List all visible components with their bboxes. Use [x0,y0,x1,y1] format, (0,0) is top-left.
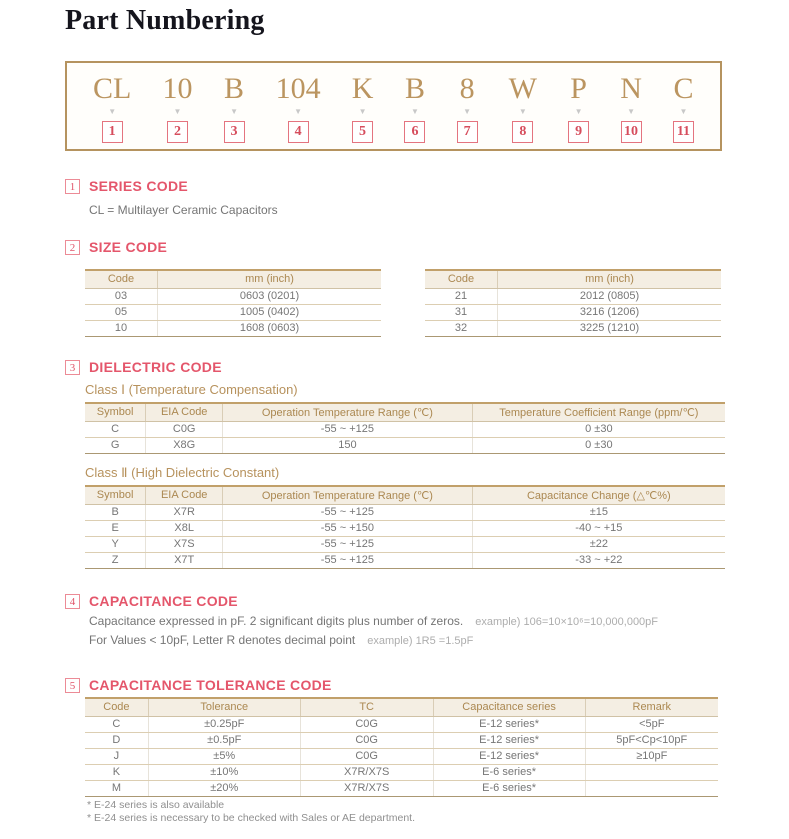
table-cell: X7R/X7S [300,764,433,780]
part-segment [352,73,374,149]
table-cell: X8L [146,520,223,536]
arrow-down-icon: ▼ [230,107,238,116]
table-cell: 03 [85,288,158,304]
section-number-badge: 1 [65,179,80,194]
table-cell [585,780,718,796]
table-cell: 3216 (1206) [498,304,721,320]
table-cell: J [85,748,148,764]
table-row [85,552,725,568]
part-segment-code: B [224,72,245,105]
table-cell: ±10% [148,764,300,780]
size-code-table-right [425,269,721,337]
part-segment [276,73,321,149]
table-cell: ≥10pF [585,748,718,764]
table-cell: X8G [146,437,223,453]
column-header: Temperature Coefficient Range (ppm/℃) [472,403,725,421]
part-segment-code: 8 [459,72,475,105]
section-title: SIZE CODE [89,239,168,255]
table-cell: -33 ~ +22 [472,552,725,568]
column-header: Code [425,270,498,288]
column-header: Capacitance series [433,698,585,716]
table-row [85,716,718,732]
dielectric-class1-table [85,402,725,454]
arrow-down-icon: ▼ [679,107,688,116]
arrow-down-icon: ▼ [173,107,182,116]
table-cell: ±0.25pF [148,716,300,732]
table-cell: 21 [425,288,498,304]
section-number-badge: 5 [65,678,80,693]
table-cell: <5pF [585,716,718,732]
arrow-down-icon: ▼ [294,107,303,116]
section-title: CAPACITANCE CODE [89,593,238,609]
part-segment-number: 9 [568,121,589,143]
table-cell: -55 ~ +125 [223,504,473,520]
table-cell: 1005 (0402) [158,304,381,320]
part-segment-number: 11 [673,121,694,143]
footnote: * E-24 series is also available [87,799,225,811]
class1-label: Class Ⅰ (Temperature Compensation) [85,382,298,397]
part-segment-number: 8 [512,121,533,143]
table-cell: ±15 [472,504,725,520]
column-header: Operation Temperature Range (℃) [223,486,473,504]
arrow-down-icon: ▼ [627,107,635,116]
class2-label: Class Ⅱ (High Dielectric Constant) [85,465,280,480]
capacitance-line2-text: For Values < 10pF, Letter R denotes decimal point [89,633,356,647]
size-code-table-left [85,269,381,337]
table-row [85,780,718,796]
part-segment [404,73,425,149]
arrow-down-icon: ▼ [574,107,583,116]
table-cell: -55 ~ +125 [223,421,473,437]
table-cell: ±22 [472,536,725,552]
table-cell: X7R/X7S [300,780,433,796]
table-cell: -55 ~ +150 [223,520,473,536]
capacitance-line2-example: example) 1R5 =1.5pF [367,635,474,647]
column-header: Symbol [85,486,146,504]
table-cell: X7R [146,504,223,520]
table-cell: 32 [425,320,498,336]
column-header: Symbol [85,403,146,421]
series-description: CL = Multilayer Ceramic Capacitors [89,203,278,217]
part-segment-code: W [508,72,537,105]
table-cell: X7T [146,552,223,568]
table-cell: C [85,421,146,437]
table-cell: Y [85,536,146,552]
table-row [85,536,725,552]
table-cell: 0603 (0201) [158,288,381,304]
part-segment [673,73,694,149]
column-header: EIA Code [146,486,223,504]
part-segment-number: 1 [102,121,123,143]
table-cell: 05 [85,304,158,320]
part-segment-number: 4 [288,121,309,143]
table-cell: ±0.5pF [148,732,300,748]
table-cell: C0G [300,716,433,732]
part-segment-number: 2 [167,121,188,143]
table-row [85,421,725,437]
section-header-series [65,178,188,194]
part-segment-code: 104 [275,72,321,105]
section-header-size [65,239,167,255]
dielectric-class2-table [85,485,725,569]
part-segment [620,73,642,149]
section-title: DIELECTRIC CODE [89,359,222,375]
column-header: Code [85,698,148,716]
part-segment-number: 6 [404,121,425,143]
table-cell: E-12 series* [433,748,585,764]
table-cell: ±20% [148,780,300,796]
table-cell: 0 ±30 [472,421,725,437]
table-row [425,320,721,336]
column-header: Operation Temperature Range (℃) [223,403,473,421]
table-row [85,748,718,764]
column-header: Tolerance [148,698,300,716]
table-cell: Z [85,552,146,568]
table-cell: K [85,764,148,780]
table-cell: 0 ±30 [472,437,725,453]
table-cell: ±5% [148,748,300,764]
arrow-down-icon: ▼ [518,107,527,116]
table-cell [585,764,718,780]
part-segment-code: P [570,72,587,105]
capacitance-line1 [89,614,658,628]
section-number-badge: 4 [65,594,80,609]
part-segment [162,73,192,149]
table-row [85,520,725,536]
part-segment-code: CL [93,72,132,105]
table-cell: 2012 (0805) [498,288,721,304]
table-cell: X7S [146,536,223,552]
section-header-dielectric [65,359,222,375]
table-cell: -55 ~ +125 [223,536,473,552]
table-row [85,304,381,320]
capacitance-line1-example: example) 106=10×10⁶=10,000,000pF [475,616,659,628]
table-row [85,732,718,748]
table-row [85,320,381,336]
column-header: mm (inch) [158,270,381,288]
part-segment-code: K [351,72,374,105]
part-segment [509,73,537,149]
table-cell: C [85,716,148,732]
table-cell: 1608 (0603) [158,320,381,336]
section-title: CAPACITANCE TOLERANCE CODE [89,677,332,693]
table-row [85,437,725,453]
table-cell: 10 [85,320,158,336]
capacitance-line1-text: Capacitance expressed in pF. 2 significant digits plus number of zeros. [89,614,464,628]
table-cell: 150 [223,437,473,453]
tolerance-code-table [85,697,718,797]
table-cell: D [85,732,148,748]
part-segment-number: 3 [224,121,245,143]
part-number-diagram [65,61,722,151]
section-number-badge: 2 [65,240,80,255]
column-header: Remark [585,698,718,716]
part-segment-number: 7 [457,121,478,143]
table-cell: C0G [146,421,223,437]
arrow-down-icon: ▼ [108,107,117,116]
table-row [85,504,725,520]
table-cell: E-12 series* [433,716,585,732]
part-segment-code: B [404,72,425,105]
table-cell: 3225 (1210) [498,320,721,336]
table-cell: 5pF<Cp<10pF [585,732,718,748]
table-cell: 31 [425,304,498,320]
table-row [425,288,721,304]
capacitance-line2 [89,633,473,647]
section-header-tolerance [65,677,332,693]
table-row [425,304,721,320]
section-header-capacitance [65,593,238,609]
arrow-down-icon: ▼ [358,107,367,116]
table-cell: M [85,780,148,796]
table-cell: G [85,437,146,453]
table-cell: B [85,504,146,520]
arrow-down-icon: ▼ [463,107,472,116]
footnote: * E-24 series is necessary to be checked with Sales or AE department. [87,812,415,824]
column-header: mm (inch) [498,270,721,288]
table-cell: E [85,520,146,536]
table-cell: E-6 series* [433,764,585,780]
section-number-badge: 3 [65,360,80,375]
part-segment [93,73,131,149]
part-segment-code: C [673,72,694,105]
part-segment-code: 10 [162,72,193,105]
part-segment-code: N [620,72,642,105]
column-header: EIA Code [146,403,223,421]
table-row [85,288,381,304]
table-cell: -55 ~ +125 [223,552,473,568]
part-segment [457,73,478,149]
table-row [85,764,718,780]
arrow-down-icon: ▼ [411,107,419,116]
page-title: Part Numbering [65,5,265,36]
table-cell: C0G [300,748,433,764]
part-segment [224,73,245,149]
column-header: TC [300,698,433,716]
column-header: Capacitance Change (△℃%) [472,486,725,504]
table-cell: E-6 series* [433,780,585,796]
part-segment-number: 10 [621,121,642,143]
table-cell: -40 ~ +15 [472,520,725,536]
section-title: SERIES CODE [89,178,188,194]
column-header: Code [85,270,158,288]
part-segment-number: 5 [352,121,373,143]
part-segment [568,73,589,149]
table-cell: E-12 series* [433,732,585,748]
table-cell: C0G [300,732,433,748]
